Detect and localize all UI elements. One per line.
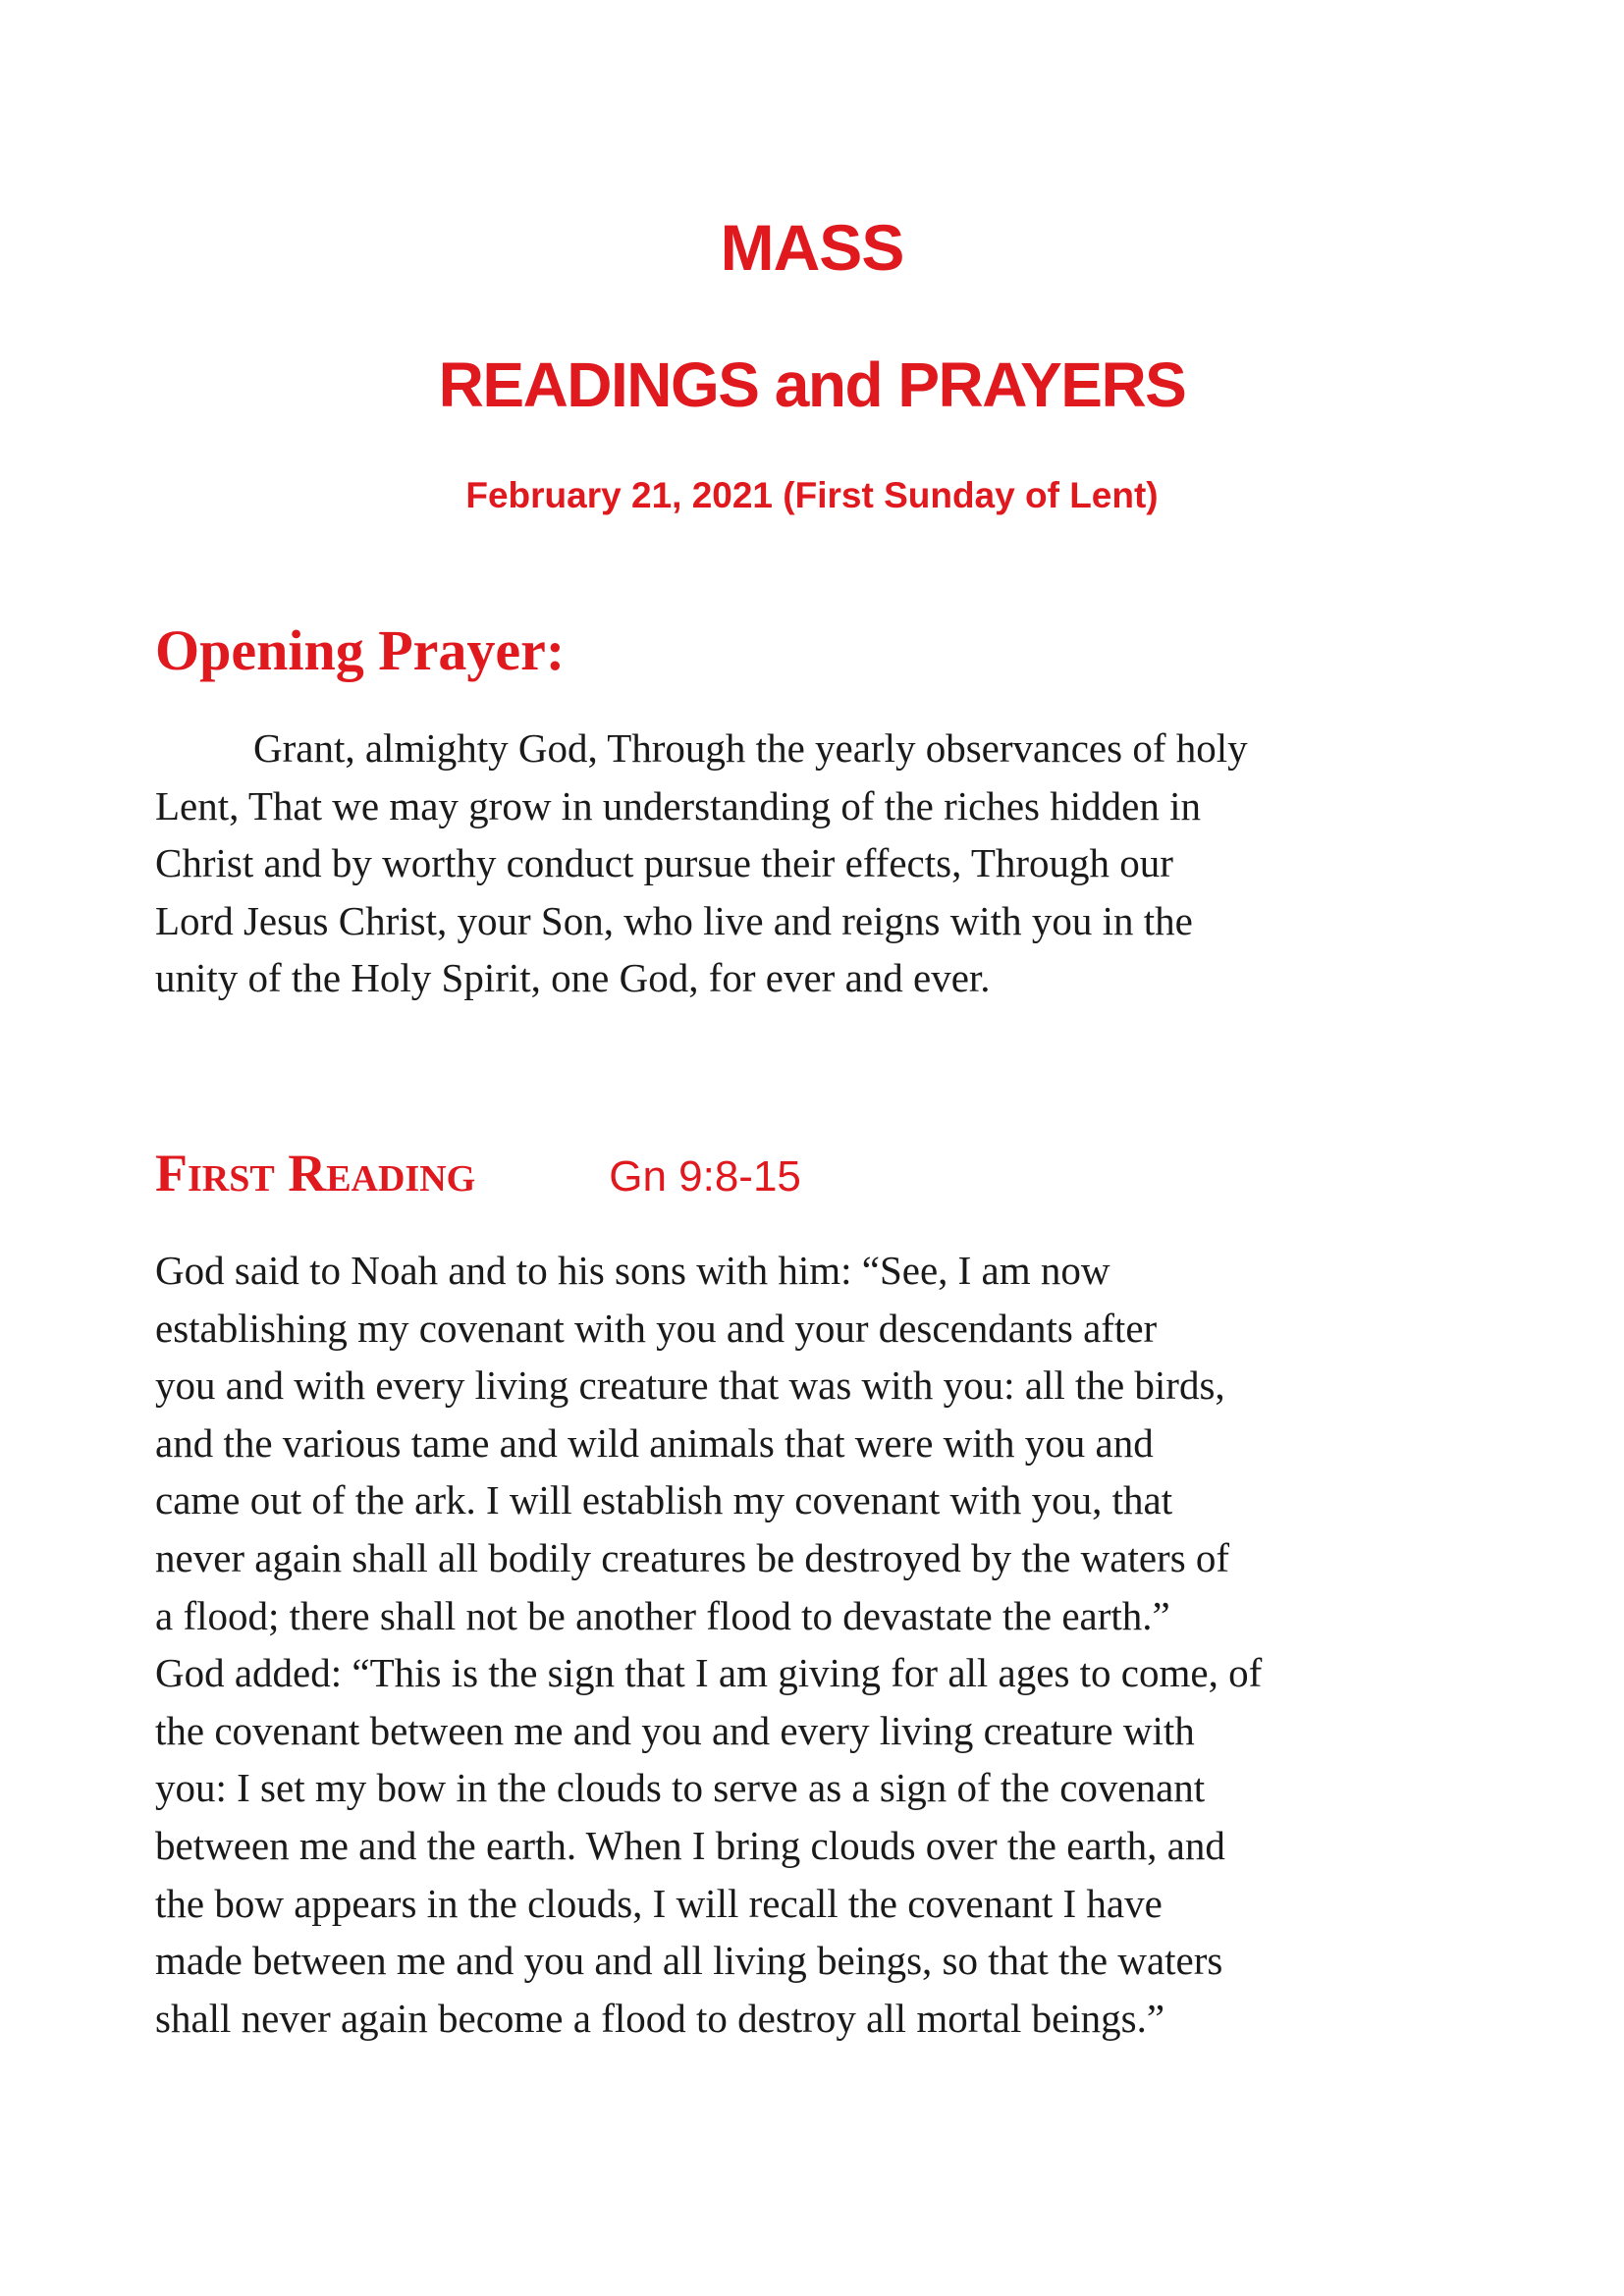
opening-prayer-line: Grant, almighty God, Through the yearly observances of holy: [253, 725, 1248, 771]
first-reading-line: shall never again become a flood to destroy all mortal beings.”: [155, 1995, 1165, 2041]
first-reading-line: you and with every living creature that was with you: all the birds,: [155, 1362, 1225, 1409]
first-reading-line: came out of the ark. I will establish my covenant with you, that: [155, 1477, 1173, 1523]
first-reading-text: [155, 1242, 1490, 2047]
first-reading-line: you: I set my bow in the clouds to serve as a sign of the covenant: [155, 1765, 1206, 1811]
page-title: MASS: [720, 211, 904, 284]
page-subtitle: READINGS and PRAYERS: [438, 349, 1186, 420]
opening-prayer-line: Lent, That we may grow in understanding of the riches hidden in: [155, 782, 1201, 828]
first-reading-line: and the various tame and wild animals that were with you and: [155, 1419, 1154, 1466]
first-reading-line: establishing my covenant with you and your descendants after: [155, 1305, 1158, 1351]
first-reading-heading: [155, 1139, 801, 1207]
first-reading-line: never again shall all bodily creatures be destroyed by the waters of: [155, 1534, 1230, 1580]
first-reading-line: God said to Noah and to his sons with him: “See, I am now: [155, 1248, 1110, 1293]
first-reading-line: the covenant between me and you and every living creature with: [155, 1707, 1195, 1753]
opening-prayer-line: unity of the Holy Spirit, one God, for ever and ever.: [155, 955, 991, 1001]
first-reading-line: the bow appears in the clouds, I will recall the covenant I have: [155, 1880, 1163, 1926]
opening-prayer-text: [155, 720, 1490, 1007]
first-reading-title: First Reading: [155, 1144, 476, 1202]
first-reading-line: made between me and you and all living beings, so that the waters: [155, 1938, 1223, 1984]
opening-prayer-heading: Opening Prayer:: [155, 618, 566, 682]
opening-prayer-line: Lord Jesus Christ, your Son, who live and reigns with you in the: [155, 897, 1193, 943]
date-line: February 21, 2021 (First Sunday of Lent): [465, 475, 1159, 515]
first-reading-line: God added: “This is the sign that I am giving for all ages to come, of: [155, 1650, 1263, 1696]
opening-prayer-line: Christ and by worthy conduct pursue their effects, Through our: [155, 840, 1173, 886]
first-reading-reference: Gn 9:8-15: [609, 1152, 801, 1201]
first-reading-line: a flood; there shall not be another flood to devastate the earth.”: [155, 1592, 1170, 1638]
first-reading-line: between me and the earth. When I bring clouds over the earth, and: [155, 1822, 1225, 1868]
